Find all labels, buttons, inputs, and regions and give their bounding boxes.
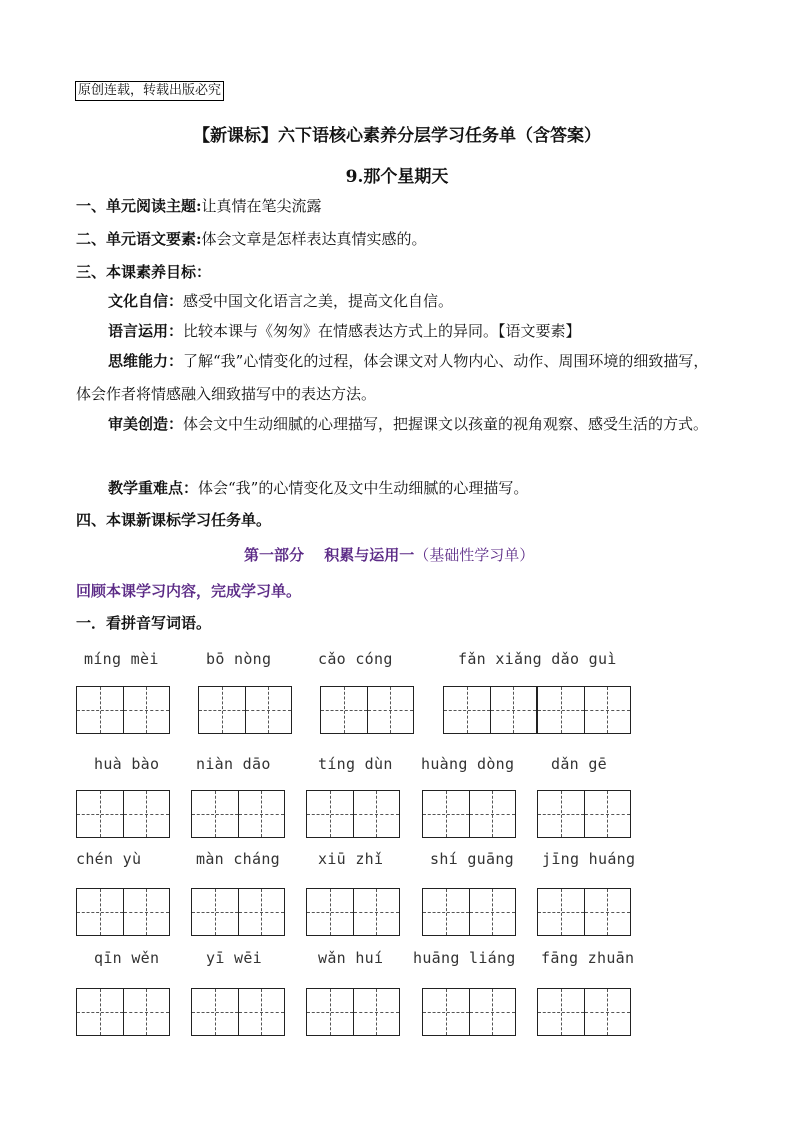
writing-grid[interactable] (537, 988, 631, 1036)
question-1-label: 一．看拼音写词语。 (76, 614, 212, 632)
goal-key-points (108, 477, 528, 499)
writing-grid[interactable] (191, 988, 285, 1036)
goal-thinking (76, 345, 716, 411)
pinyin-label: fǎn xiǎng dǎo guì (458, 650, 617, 668)
section-3-label: 三、本课素养目标： (76, 263, 212, 281)
review-instruction: 回顾本课学习内容，完成学习单。 (76, 582, 302, 600)
writing-grid[interactable] (76, 988, 170, 1036)
goal-aesthetic-label: 审美创造： (108, 415, 184, 433)
pinyin-label: bō nòng (206, 650, 272, 668)
writing-grid[interactable] (306, 790, 400, 838)
writing-grid[interactable] (320, 686, 414, 734)
goal-key-points-label: 教学重难点： (108, 479, 199, 497)
pinyin-label: tíng dùn (318, 755, 393, 773)
pinyin-label: yī wēi (206, 949, 262, 967)
pinyin-label: chén yù (76, 850, 142, 868)
part-heading-title: 第一部分 积累与运用一 (244, 546, 415, 564)
writing-grid[interactable] (198, 686, 292, 734)
pinyin-label: huāng liáng (413, 949, 516, 967)
pinyin-label: míng mèi (84, 650, 159, 668)
writing-grid[interactable] (422, 988, 516, 1036)
writing-grid[interactable] (191, 790, 285, 838)
document-title: 【新课标】六下语核心素养分层学习任务单（含答案） (193, 126, 601, 146)
goal-culture-text: 感受中国文化语言之美，提高文化自信。 (183, 292, 454, 310)
writing-grid[interactable] (537, 888, 631, 936)
writing-grid[interactable] (422, 790, 516, 838)
pinyin-label: qīn wěn (94, 949, 160, 967)
section-4 (76, 509, 271, 531)
pinyin-label: niàn dāo (196, 755, 271, 773)
goal-thinking-label: 思维能力： (108, 352, 184, 370)
section-1-text: 让真情在笔尖流露 (201, 197, 322, 215)
section-1-label: 一、单元阅读主题: (76, 197, 202, 215)
writing-grid[interactable] (191, 888, 285, 936)
writing-grid[interactable] (76, 888, 170, 936)
pinyin-label: wǎn huí (318, 949, 384, 967)
pinyin-label: jīng huáng (542, 850, 636, 868)
writing-grid[interactable] (537, 790, 631, 838)
goal-language-label: 语言运用： (108, 322, 184, 340)
writing-grid[interactable] (537, 686, 631, 734)
section-3 (76, 261, 211, 283)
goal-culture (108, 290, 453, 312)
writing-grid[interactable] (422, 888, 516, 936)
writing-grid[interactable] (76, 686, 170, 734)
pinyin-label: cǎo cóng (318, 650, 393, 668)
goal-key-points-text: 体会“我”的心情变化及文中生动细腻的心理描写。 (198, 479, 529, 497)
section-1 (76, 195, 322, 217)
pinyin-label: fāng zhuān (541, 949, 635, 967)
pinyin-label: dǎn gē (551, 755, 607, 773)
section-2 (76, 228, 427, 250)
goal-language (108, 320, 581, 342)
goal-language-text: 比较本课与《匆匆》在情感表达方式上的异同。【语文要素】 (183, 322, 581, 340)
writing-grid[interactable] (306, 888, 400, 936)
pinyin-label: huàng dòng (421, 755, 515, 773)
part-heading-sub: （基础性学习单） (414, 546, 535, 564)
lesson-title: 9.那个星期天 (345, 167, 449, 187)
goal-aesthetic (76, 408, 716, 441)
section-2-text: 体会文章是怎样表达真情实感的。 (201, 230, 427, 248)
writing-grid[interactable] (306, 988, 400, 1036)
section-2-label: 二、单元语文要素: (76, 230, 202, 248)
goal-thinking-text: 了解“我”心情变化的过程，体会课文对人物内心、动作、周围环境的细致描写，体会作者将情感融入细致描写中的表达方法。 (76, 352, 709, 403)
copyright-notice: 原创连载，转载出版必究 (75, 81, 224, 101)
part-heading (244, 544, 534, 566)
section-4-label: 四、本课新课标学习任务单。 (76, 511, 272, 529)
writing-grid[interactable] (76, 790, 170, 838)
pinyin-label: màn cháng (196, 850, 280, 868)
pinyin-label: huà bào (94, 755, 160, 773)
goal-culture-label: 文化自信： (108, 292, 184, 310)
writing-grid[interactable] (443, 686, 537, 734)
pinyin-label: shí guāng (430, 850, 514, 868)
goal-aesthetic-text: 体会文中生动细腻的心理描写，把握课文以孩童的视角观察、感受生活的方式。 (183, 415, 709, 433)
pinyin-label: xiū zhǐ (318, 850, 384, 868)
